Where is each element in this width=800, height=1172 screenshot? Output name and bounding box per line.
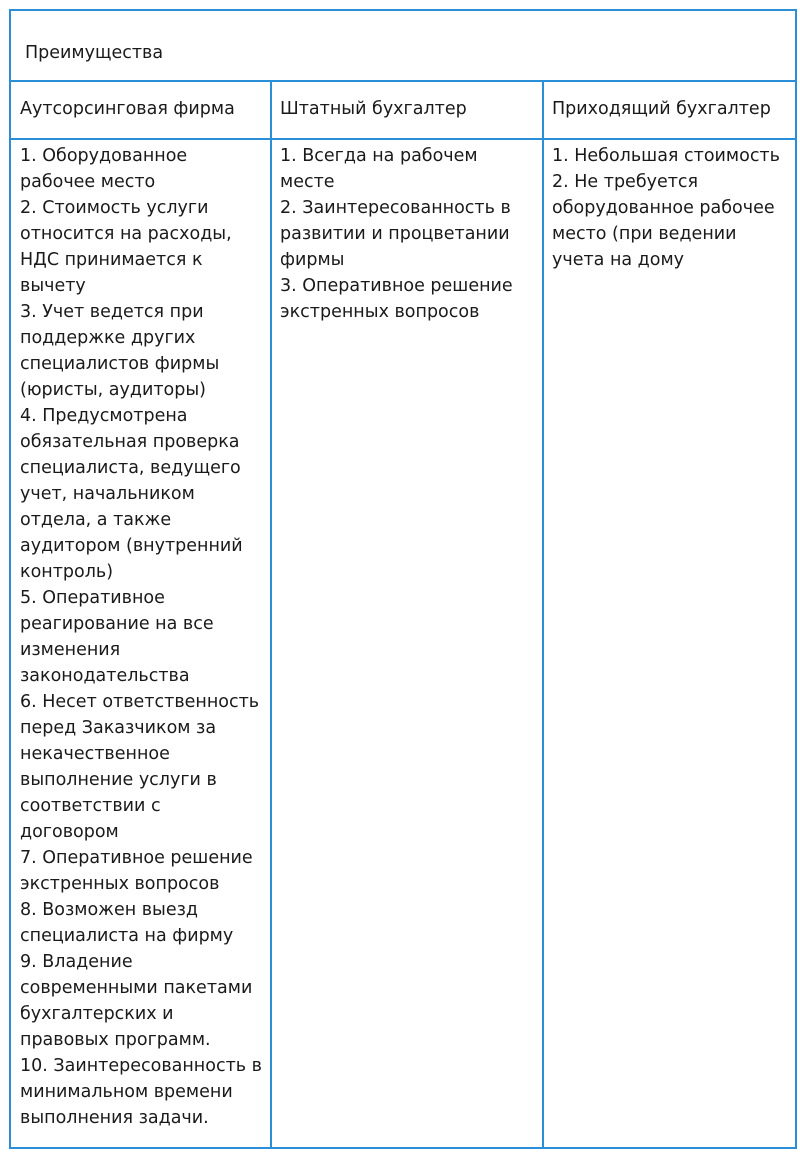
list-item: 3. Учет ведется при поддержке других специалистов фирмы (юристы, аудиторы) [20,302,220,400]
advantages-table [9,9,797,1149]
column-outsourcing-items [20,143,264,1131]
list-item: 1. Небольшая стоимость [552,146,780,166]
column-header-staff: Штатный бухгалтер [280,99,467,119]
column-divider-2 [542,80,544,1147]
list-item: 2. Не требуется оборудованное рабочее место (при ведении учета на дому [552,172,775,270]
column-header-visiting: Приходящий бухгалтер [552,99,771,119]
list-item: 2. Стоимость услуги относится на расходы, НДС принимается к вычету [20,198,232,296]
header-row-divider [11,138,795,140]
list-item: 1. Оборудованное рабочее место [20,146,188,192]
table-title: Преимущества [25,43,164,63]
list-item: 7. Оперативное решение экстренных вопросов [20,848,253,894]
list-item: 6. Несет ответственность перед Заказчиком за некачественное выполнение услуги в соответствии с договором [20,692,260,842]
list-item: 4. Предусмотрена обязательная проверка специалиста, ведущего учет, начальником отдела, а также аудитором (внутренний контроль) [20,406,243,582]
list-item: 10. Заинтересованность в минимальном времени выполнения задачи. [20,1056,262,1128]
list-item: 8. Возможен выезд специалиста на фирму [20,900,234,946]
column-staff-items [280,143,526,325]
list-item: 3. Оперативное решение экстренных вопросов [280,276,513,322]
title-row-divider [11,80,795,82]
column-header-outsourcing: Аутсорсинговая фирма [20,99,235,119]
list-item: 5. Оперативное реагирование на все изменения законодательства [20,588,214,686]
column-visiting-items [552,143,792,273]
list-item: 9. Владение современными пакетами бухгалтерских и правовых программ. [20,952,253,1050]
column-divider-1 [270,80,272,1147]
list-item: 2. Заинтересованность в развитии и процветании фирмы [280,198,511,270]
list-item: 1. Всегда на рабочем месте [280,146,478,192]
